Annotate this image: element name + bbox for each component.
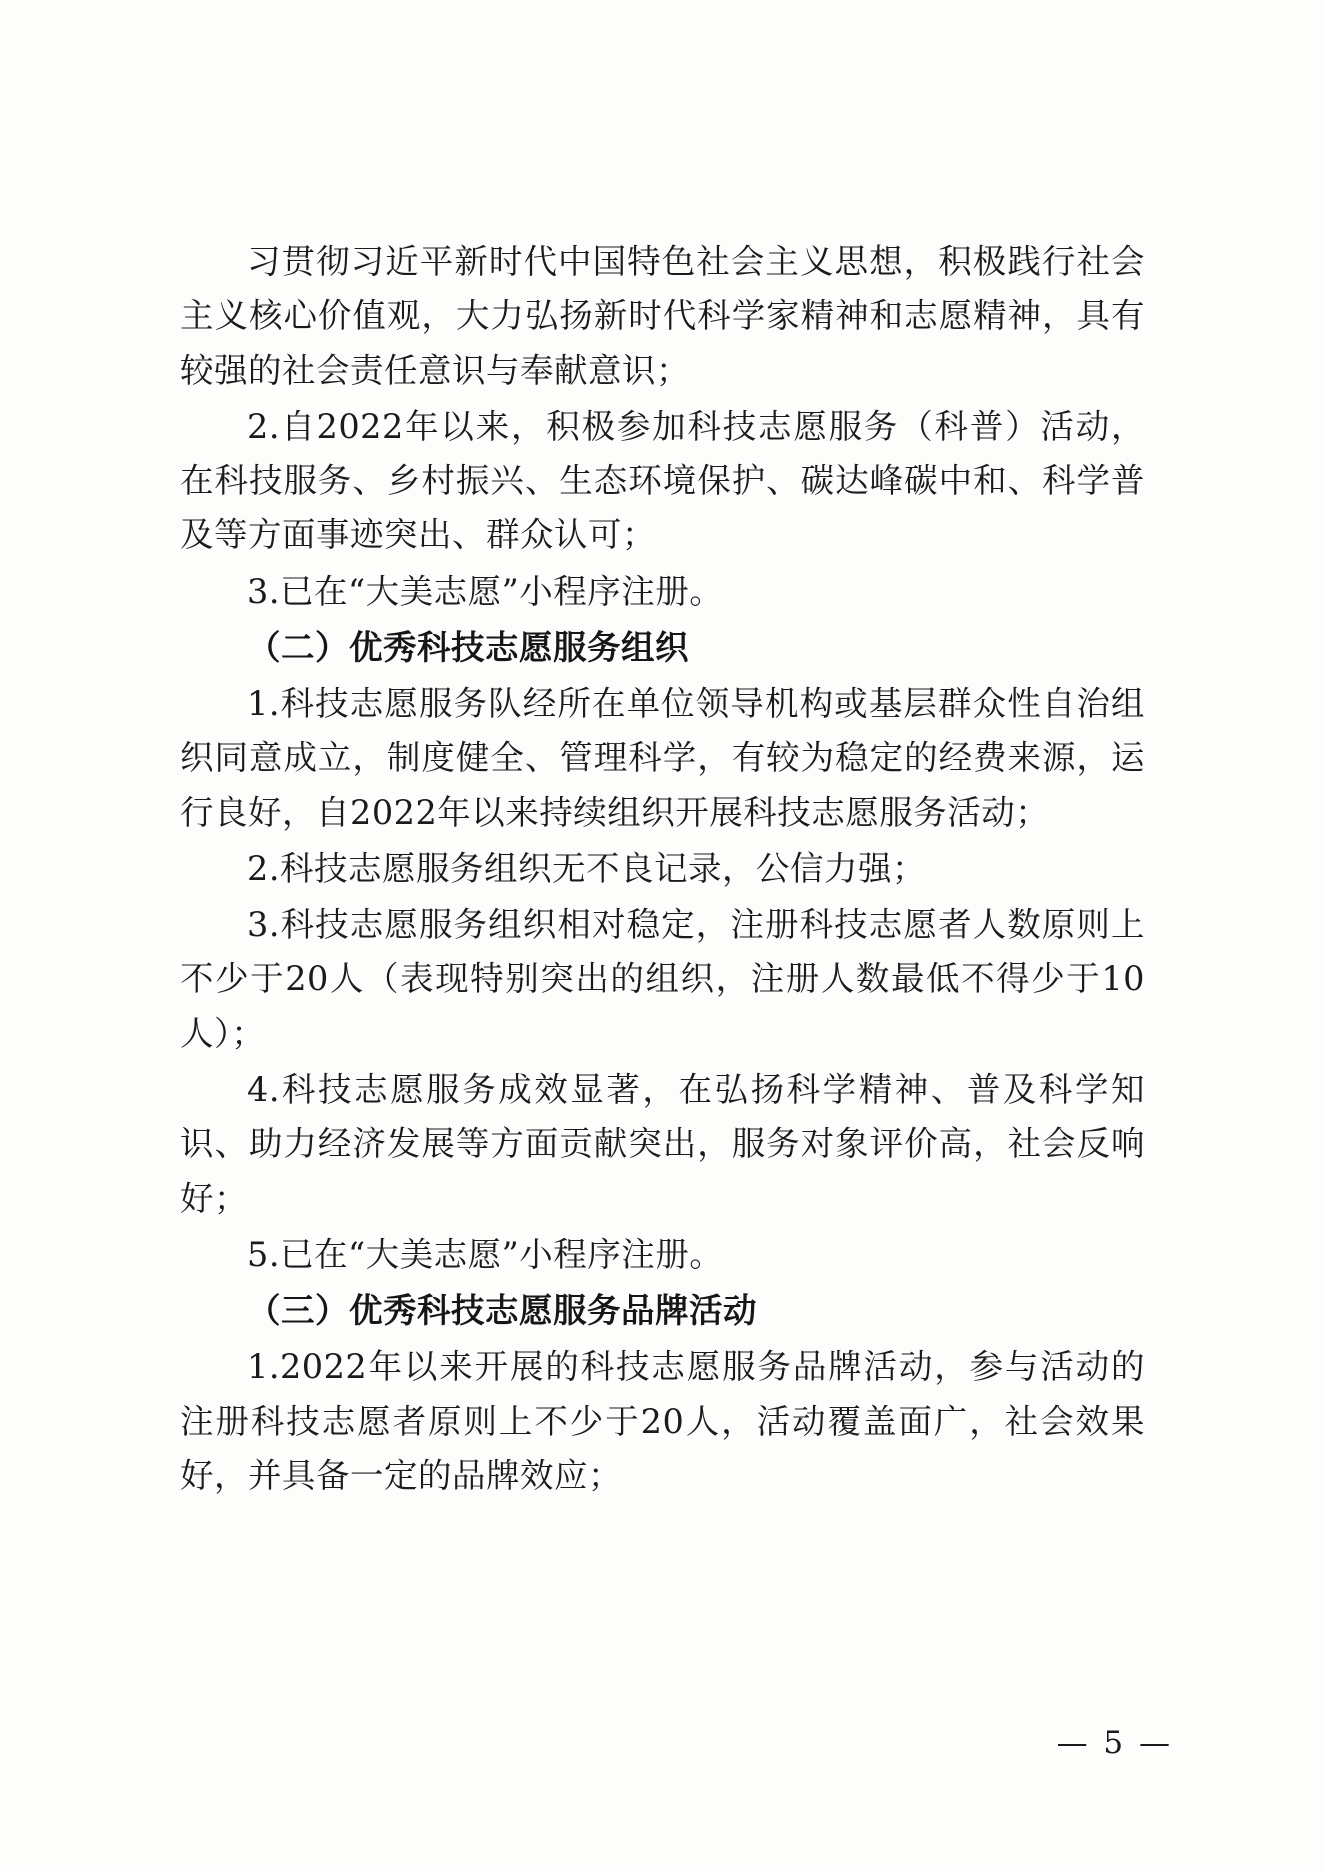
paragraph: 2.科技志愿服务组织无不良记录，公信力强； <box>247 848 926 888</box>
section-heading: （二）优秀科技志愿服务组织 <box>247 627 689 667</box>
document-body <box>180 235 1145 1505</box>
paragraph: 3.已在“大美志愿”小程序注册。 <box>247 571 724 611</box>
paragraph: 4.科技志愿服务成效显著，在弘扬科学精神、普及科学知识、助力经济发展等方面贡献突出，服务对象评价高，社会反响好； <box>180 1069 1145 1218</box>
paragraph: 2.自2022年以来，积极参加科技志愿服务（科普）活动，在科技服务、乡村振兴、生态环境保护、碳达峰碳中和、科学普及等方面事迹突出、群众认可； <box>180 406 1145 555</box>
paragraph: 5.已在“大美志愿”小程序注册。 <box>247 1234 724 1274</box>
paragraph: 1.2022年以来开展的科技志愿服务品牌活动，参与活动的注册科技志愿者原则上不少于20人，活动覆盖面广，社会效果好，并具备一定的品牌效应； <box>180 1347 1145 1495</box>
paragraph: 3.科技志愿服务组织相对稳定，注册科技志愿者人数原则上不少于20人（表现特别突出的组织，注册人数最低不得少于10人）； <box>180 905 1145 1053</box>
paragraph: 习贯彻习近平新时代中国特色社会主义思想，积极践行社会主义核心价值观，大力弘扬新时代科学家精神和志愿精神，具有较强的社会责任意识与奉献意识； <box>180 242 1145 390</box>
section-heading: （三）优秀科技志愿服务品牌活动 <box>247 1291 757 1331</box>
page-number-text: — 5 — <box>1056 1725 1173 1761</box>
page-number <box>0 1725 1173 1761</box>
paragraph: 1.科技志愿服务队经所在单位领导机构或基层群众性自治组织同意成立，制度健全、管理科学，有较为稳定的经费来源，运行良好，自2022年以来持续组织开展科技志愿服务活动； <box>180 684 1145 832</box>
